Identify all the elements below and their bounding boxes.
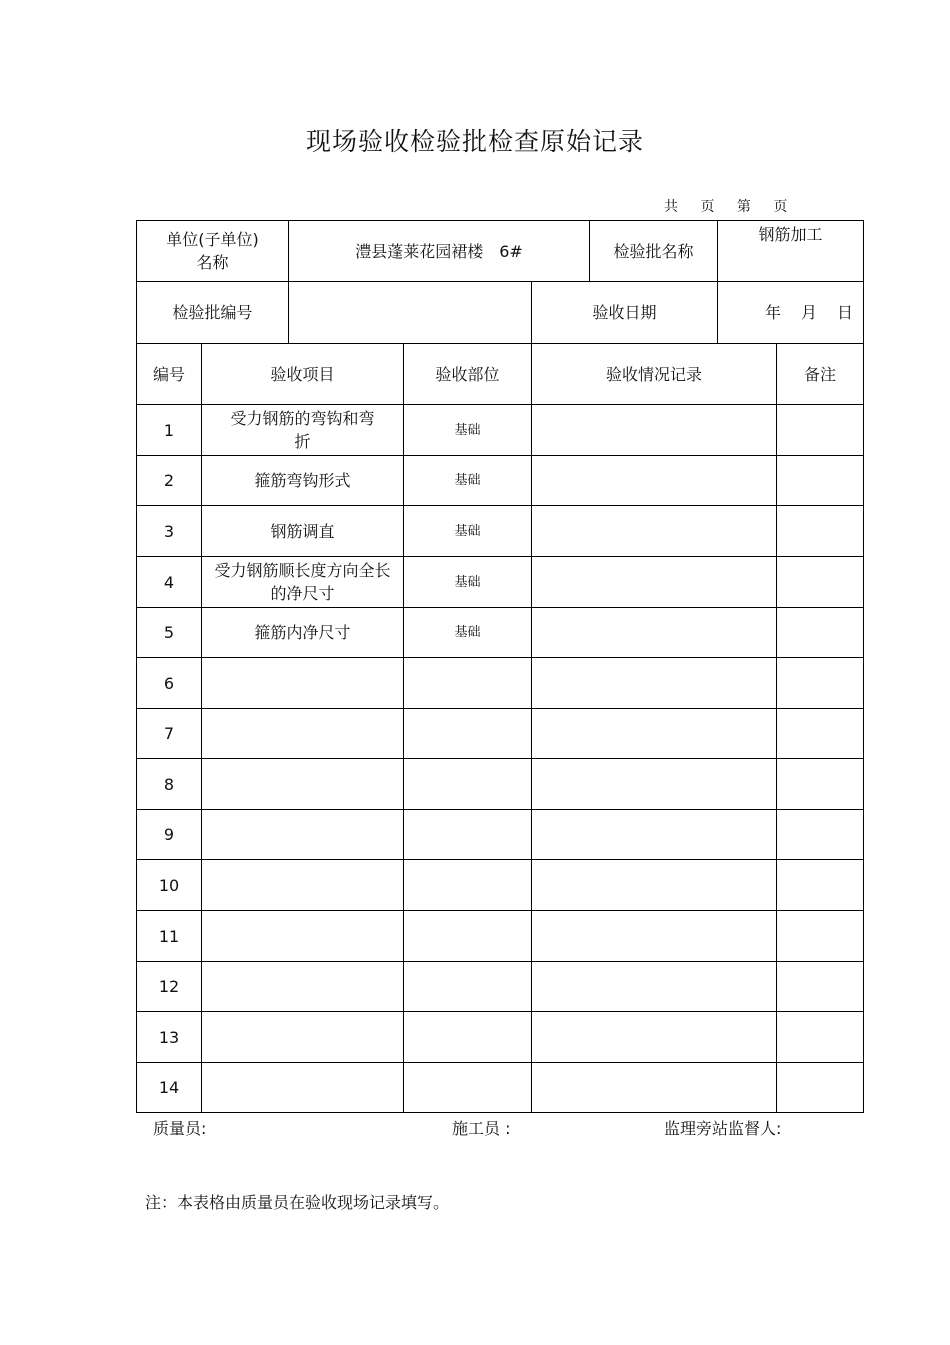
acceptance-date-label: 验收日期	[532, 282, 718, 344]
date-year: 年	[764, 303, 781, 322]
page-title: 现场验收检验批检查原始记录	[305, 127, 644, 156]
row-record[interactable]	[532, 962, 777, 1012]
row-remark[interactable]	[777, 1063, 864, 1113]
date-month: 月	[800, 303, 817, 322]
row-item[interactable]	[202, 962, 404, 1012]
header-table	[136, 220, 864, 344]
row-position: 基础	[404, 557, 532, 608]
page-label: 页	[700, 199, 715, 215]
row-record[interactable]	[532, 911, 777, 962]
row-item[interactable]	[202, 911, 404, 962]
table-row	[137, 658, 864, 709]
table-row	[137, 506, 864, 557]
row-remark[interactable]	[777, 759, 864, 810]
row-remark[interactable]	[777, 911, 864, 962]
row-position[interactable]	[404, 860, 532, 911]
table-row	[137, 456, 864, 506]
row-record[interactable]	[532, 709, 777, 759]
row-item[interactable]	[202, 1063, 404, 1113]
row-item: 箍筋内净尺寸	[202, 608, 404, 658]
table-row	[137, 810, 864, 860]
row-record[interactable]	[532, 860, 777, 911]
row-position: 基础	[404, 506, 532, 557]
table-row	[137, 1012, 864, 1063]
acceptance-date-value[interactable]	[718, 282, 864, 344]
page-label-2: 页	[773, 199, 788, 215]
row-item: 箍筋弯钩形式	[202, 456, 404, 506]
table-row	[137, 557, 864, 608]
row-no: 8	[137, 759, 202, 810]
date-day: 日	[836, 303, 853, 322]
table-row	[137, 608, 864, 658]
unit-name-label: 单位(子单位) 名称	[137, 221, 289, 282]
row-record[interactable]	[532, 1063, 777, 1113]
row-no: 6	[137, 658, 202, 709]
row-record[interactable]	[532, 658, 777, 709]
row-remark[interactable]	[777, 456, 864, 506]
unit-name-value[interactable]: 澧县蓬莱花园裙楼 6#	[289, 221, 590, 282]
col-header-position: 验收部位	[404, 344, 532, 405]
row-position[interactable]	[404, 658, 532, 709]
row-item[interactable]	[202, 709, 404, 759]
row-no: 14	[137, 1063, 202, 1113]
row-item[interactable]	[202, 860, 404, 911]
table-row	[137, 405, 864, 456]
row-record[interactable]	[532, 506, 777, 557]
row-record[interactable]	[532, 759, 777, 810]
table-row	[137, 911, 864, 962]
row-position[interactable]	[404, 1012, 532, 1063]
row-no: 5	[137, 608, 202, 658]
row-position[interactable]	[404, 709, 532, 759]
footnote: 注：本表格由质量员在验收现场记录填写。	[145, 1193, 450, 1212]
row-record[interactable]	[532, 1012, 777, 1063]
row-item[interactable]	[202, 658, 404, 709]
col-header-no: 编号	[137, 344, 202, 405]
row-no: 1	[137, 405, 202, 456]
row-position[interactable]	[404, 810, 532, 860]
row-position[interactable]	[404, 1063, 532, 1113]
col-header-record: 验收情况记录	[532, 344, 777, 405]
row-position: 基础	[404, 608, 532, 658]
row-item: 钢筋调直	[202, 506, 404, 557]
row-remark[interactable]	[777, 506, 864, 557]
table-header-row	[137, 344, 864, 405]
table-row	[137, 962, 864, 1012]
row-remark[interactable]	[777, 658, 864, 709]
supervisor-signature[interactable]: 监理旁站监督人:	[664, 1119, 782, 1138]
row-remark[interactable]	[777, 860, 864, 911]
page-total-label: 共	[664, 199, 678, 215]
row-remark[interactable]	[777, 557, 864, 608]
page-nth-label: 第	[736, 199, 751, 215]
quality-inspector-signature[interactable]: 质量员:	[153, 1119, 207, 1138]
row-no: 4	[137, 557, 202, 608]
row-position[interactable]	[404, 759, 532, 810]
col-header-remark: 备注	[777, 344, 864, 405]
page-counter	[664, 196, 805, 216]
row-remark[interactable]	[777, 405, 864, 456]
row-record[interactable]	[532, 456, 777, 506]
row-no: 9	[137, 810, 202, 860]
col-header-item: 验收项目	[202, 344, 404, 405]
batch-no-label: 检验批编号	[137, 282, 289, 344]
row-record[interactable]	[532, 608, 777, 658]
row-no: 12	[137, 962, 202, 1012]
row-no: 11	[137, 911, 202, 962]
row-no: 10	[137, 860, 202, 911]
row-position[interactable]	[404, 911, 532, 962]
row-remark[interactable]	[777, 1012, 864, 1063]
row-remark[interactable]	[777, 709, 864, 759]
row-no: 3	[137, 506, 202, 557]
row-record[interactable]	[532, 405, 777, 456]
batch-name-label: 检验批名称	[590, 221, 718, 282]
table-row	[137, 860, 864, 911]
table-row	[137, 709, 864, 759]
batch-no-value[interactable]	[289, 282, 532, 344]
row-no: 2	[137, 456, 202, 506]
row-item: 受力钢筋的弯钩和弯折	[202, 405, 404, 456]
row-position: 基础	[404, 405, 532, 456]
row-item[interactable]	[202, 759, 404, 810]
batch-name-value[interactable]: 钢筋加工	[718, 221, 864, 282]
table-row	[137, 1063, 864, 1113]
row-remark[interactable]	[777, 810, 864, 860]
row-record[interactable]	[532, 810, 777, 860]
table-row	[137, 759, 864, 810]
row-item[interactable]	[202, 810, 404, 860]
row-remark[interactable]	[777, 608, 864, 658]
row-position: 基础	[404, 456, 532, 506]
row-no: 13	[137, 1012, 202, 1063]
inspection-table	[136, 343, 864, 1113]
row-position[interactable]	[404, 962, 532, 1012]
row-record[interactable]	[532, 557, 777, 608]
constructor-signature[interactable]: 施工员 :	[452, 1119, 511, 1138]
row-remark[interactable]	[777, 962, 864, 1012]
row-item[interactable]	[202, 1012, 404, 1063]
row-item: 受力钢筋顺长度方向全长的净尺寸	[202, 557, 404, 608]
row-no: 7	[137, 709, 202, 759]
